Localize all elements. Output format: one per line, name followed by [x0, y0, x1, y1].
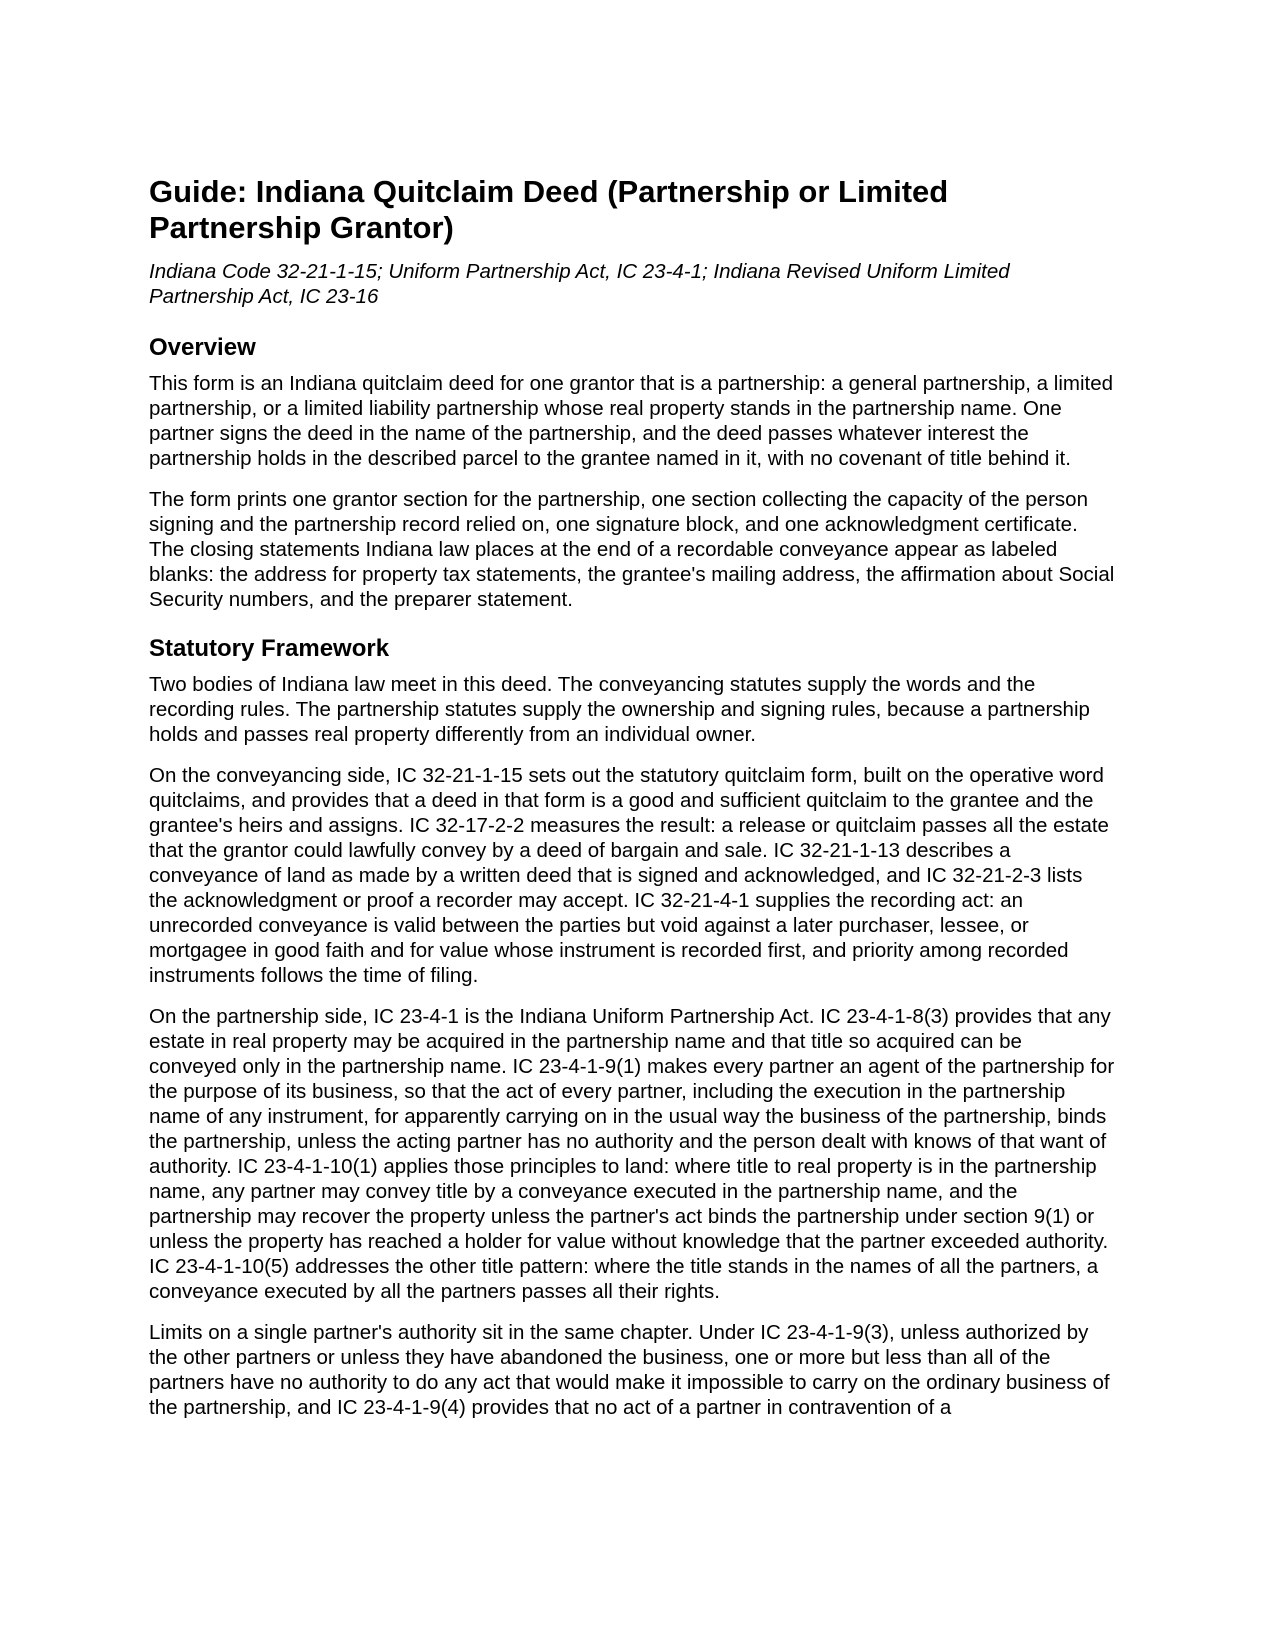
- framework-paragraph-2: On the conveyancing side, IC 32-21-1-15 sets out the statutory quitclaim form, built on the operative word quitclaims, and provides that a deed in that form is a good and sufficient quitclaim to the grantee and the grantee's heirs and assigns. IC 32-17-2-2 measures the result: a release or quitclaim passes all the estate that the grantor could lawfully convey by a deed of bargain and sale. IC 32-21-1-13 describes a conveyance of land as made by a written deed that is signed and acknowledged, and IC 32-21-2-3 lists the acknowledgment or proof a recorder may accept. IC 32-21-4-1 supplies the recording act: an unrecorded conveyance is valid between the parties but void against a later purchaser, lessee, or mortgagee in good faith and for value whose instrument is recorded first, and priority among recorded instruments follows the time of filing.: [149, 764, 1109, 987]
- overview-paragraph-2: The form prints one grantor section for the partnership, one section collecting the capacity of the person signing and the partnership record relied on, one signature block, and one acknowledgment certificate. The closing statements Indiana law places at the end of a recordable conveyance appear as labeled blanks: the address for property tax statements, the grantee's mailing address, the affirmation about Social Security numbers, and the preparer statement.: [149, 488, 1115, 611]
- section-overview: [149, 333, 1115, 612]
- section-statutory-framework: [149, 634, 1115, 1420]
- section-heading-overview: Overview: [149, 334, 256, 361]
- statute-citation: Indiana Code 32-21-1-15; Uniform Partnership Act, IC 23-4-1; Indiana Revised Uniform Limited Partnership Act, IC 23-16: [149, 260, 1010, 308]
- overview-paragraph-1: This form is an Indiana quitclaim deed for one grantor that is a partnership: a general partnership, a limited partnership, or a limited liability partnership whose real property stands in the partnership name. One partner signs the deed in the name of the partnership, and the deed passes whatever interest the partnership holds in the described parcel to the grantee named in it, with no covenant of title behind it.: [149, 372, 1114, 470]
- framework-paragraph-1: Two bodies of Indiana law meet in this deed. The conveyancing statutes supply the words and the recording rules. The partnership statutes supply the ownership and signing rules, because a partnership holds and passes real property differently from an individual owner.: [149, 673, 1090, 746]
- document-page: [149, 174, 1115, 1436]
- section-heading-statutory-framework: Statutory Framework: [149, 635, 390, 662]
- framework-paragraph-3: On the partnership side, IC 23-4-1 is the Indiana Uniform Partnership Act. IC 23-4-1-8(3) provides that any estate in real property may be acquired in the partnership name and that title so acquired can be conveyed only in the partnership name. IC 23-4-1-9(1) makes every partner an agent of the partnership for the purpose of its business, so that the act of every partner, including the execution in the partnership name of any instrument, for apparently carrying on in the usual way the business of the partnership, binds the partnership, unless the acting partner has no authority and the person dealt with knows of that want of authority. IC 23-4-1-10(1) applies those principles to land: where title to real property is in the partnership name, any partner may convey title by a conveyance executed in the partnership name, and the partnership may recover the property unless the partner's act binds the partnership under section 9(1) or unless the property has reached a holder for value without knowledge that the partner exceeded authority. IC 23-4-1-10(5) addresses the other title pattern: where the title stands in the names of all the partners, a conveyance executed by all the partners passes all their rights.: [149, 1005, 1115, 1303]
- framework-paragraph-4: Limits on a single partner's authority sit in the same chapter. Under IC 23-4-1-9(3), unless authorized by the other partners or unless they have abandoned the business, one or more but less than all of the partners have no authority to do any act that would make it impossible to carry on the ordinary business of the partnership, and IC 23-4-1-9(4) provides that no act of a partner in contravention of a: [149, 1321, 1110, 1419]
- document-title: Guide: Indiana Quitclaim Deed (Partnership or Limited Partnership Grantor): [149, 174, 949, 245]
